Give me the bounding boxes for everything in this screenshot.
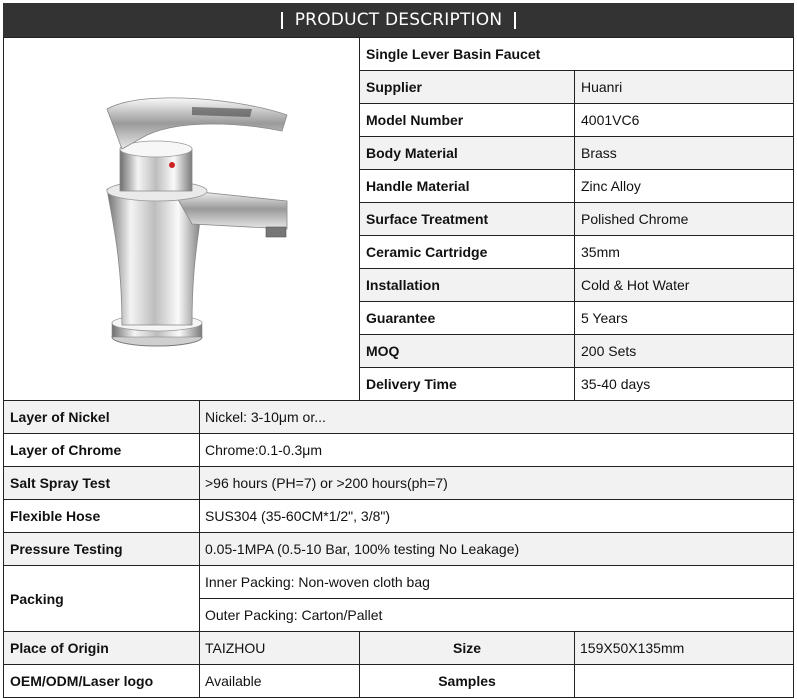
section-header bbox=[3, 3, 794, 37]
size-label: Size bbox=[360, 632, 575, 665]
divider-bar-left bbox=[281, 12, 283, 29]
detail-label: Place of Origin bbox=[4, 632, 200, 665]
detail-value: Available bbox=[200, 665, 360, 698]
faucet-image bbox=[52, 79, 312, 359]
detail-label: Layer of Chrome bbox=[4, 434, 200, 467]
spec-value: Zinc Alloy bbox=[575, 170, 794, 203]
detail-label: Flexible Hose bbox=[4, 500, 200, 533]
spec-value: 4001VC6 bbox=[575, 104, 794, 137]
spec-value: Cold & Hot Water bbox=[575, 269, 794, 302]
detail-value: >96 hours (PH=7) or >200 hours(ph=7) bbox=[200, 467, 794, 500]
product-name: Single Lever Basin Faucet bbox=[360, 38, 794, 71]
spec-label: Handle Material bbox=[360, 170, 575, 203]
product-image-cell bbox=[4, 38, 360, 401]
detail-value: Chrome:0.1-0.3μm bbox=[200, 434, 794, 467]
detail-label: Salt Spray Test bbox=[4, 467, 200, 500]
detail-value: TAIZHOU bbox=[200, 632, 360, 665]
detail-value: Nickel: 3-10μm or... bbox=[200, 401, 794, 434]
spec-value: 5 Years bbox=[575, 302, 794, 335]
detail-value: SUS304 (35-60CM*1/2", 3/8") bbox=[200, 500, 794, 533]
detail-label: Layer of Nickel bbox=[4, 401, 200, 434]
packing-outer: Outer Packing: Carton/Pallet bbox=[200, 599, 794, 632]
spec-value: 35mm bbox=[575, 236, 794, 269]
header-title: PRODUCT DESCRIPTION bbox=[294, 10, 503, 30]
spec-value: Brass bbox=[575, 137, 794, 170]
spec-label: Delivery Time bbox=[360, 368, 575, 401]
spec-value: Polished Chrome bbox=[575, 203, 794, 236]
spec-label: MOQ bbox=[360, 335, 575, 368]
spec-label: Body Material bbox=[360, 137, 575, 170]
detail-label: Pressure Testing bbox=[4, 533, 200, 566]
packing-inner: Inner Packing: Non-woven cloth bag bbox=[200, 566, 794, 599]
detail-label: OEM/ODM/Laser logo bbox=[4, 665, 200, 698]
divider-bar-right bbox=[514, 12, 516, 29]
spec-label: Guarantee bbox=[360, 302, 575, 335]
detail-label: Packing bbox=[4, 566, 200, 632]
size-value: 159X50X135mm bbox=[575, 632, 794, 665]
spec-value: 200 Sets bbox=[575, 335, 794, 368]
samples-value bbox=[575, 665, 794, 698]
spec-label: Installation bbox=[360, 269, 575, 302]
spec-label: Supplier bbox=[360, 71, 575, 104]
process-detail-table bbox=[3, 400, 794, 698]
spec-label: Model Number bbox=[360, 104, 575, 137]
detail-value: 0.05-1MPA (0.5-10 Bar, 100% testing No Leakage) bbox=[200, 533, 794, 566]
spec-value: 35-40 days bbox=[575, 368, 794, 401]
spec-label: Ceramic Cartridge bbox=[360, 236, 575, 269]
spec-label: Surface Treatment bbox=[360, 203, 575, 236]
samples-label: Samples bbox=[360, 665, 575, 698]
product-spec-table bbox=[3, 37, 794, 401]
spec-value: Huanri bbox=[575, 71, 794, 104]
